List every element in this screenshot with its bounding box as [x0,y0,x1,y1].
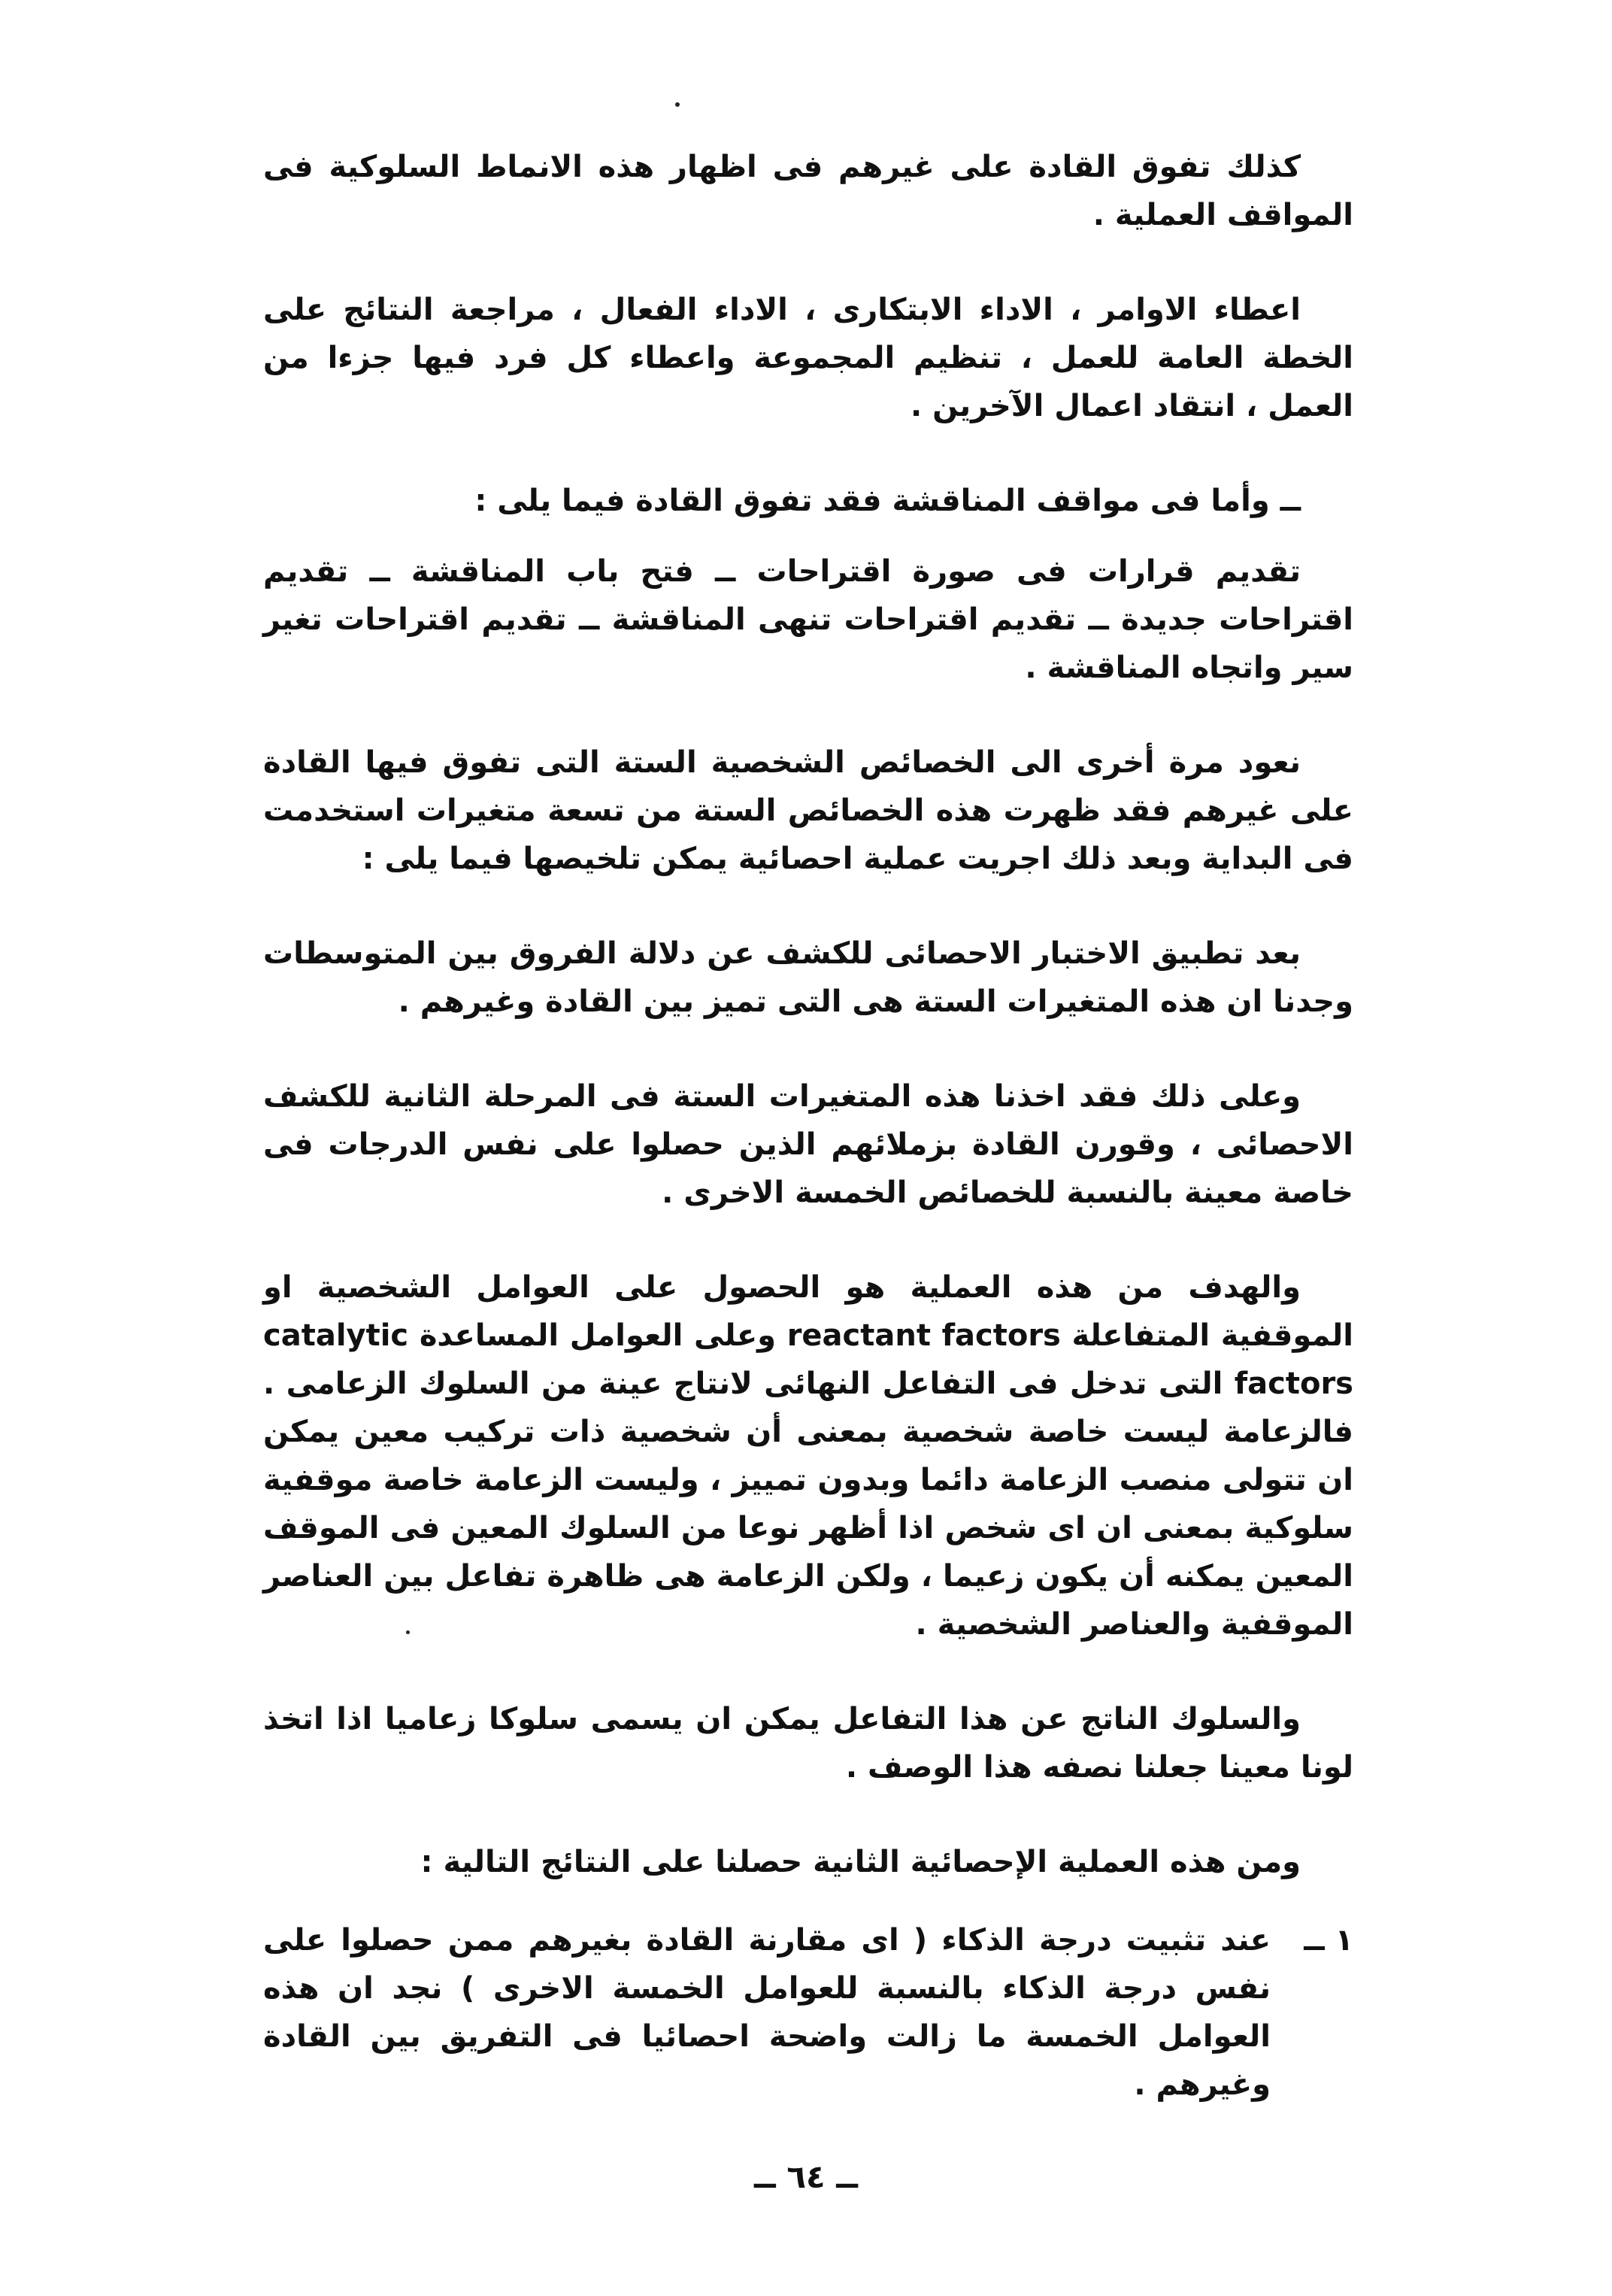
list-item-marker: ١ ــ [1304,1923,1353,1958]
paragraph-8: والهدف من هذه العملية هو الحصول على العوامل الشخصية او الموقفية المتفاعلة reactant factors وعلى العوامل المساعدة catalytic factors التى تدخل فى التفاعل النهائى لانتاج عينة من السلوك الزعامى . فالزعامة ليست خاصة شخصية بمعنى أن شخصية ذات تركيب معين يمكن ان تتولى منصب الزعامة دائما وبدون تمييز ، وليست الزعامة خاصة موقفية سلوكية بمعنى ان اى شخص اذا أظهر نوعا من السلوك المعين فى الموقف المعين يمكنه أن يكون زعيما ، ولكن الزعامة هى ظاهرة تفاعل بين العناصر الموقفية والعناصر الشخصية . [263,1270,1353,1642]
paragraph-3: ــ وأما فى مواقف المناقشة فقد تفوق القادة فيما يلى : [474,484,1301,518]
paragraph-7: وعلى ذلك فقد اخذنا هذه المتغيرات الستة فى المرحلة الثانية للكشف الاحصائى ، وقورن القادة بزملائهم الذين حصلوا على نفس الدرجات فى خاصة معينة بالنسبة للخصائص الخمسة الاخرى . [263,1079,1353,1210]
page-body [263,143,1353,2131]
paragraph-10: ومن هذه العملية الإحصائية الثانية حصلنا على النتائج التالية : [420,1845,1301,1879]
list-item-text: عند تثبيت درجة الذكاء ( اى مقارنة القادة بغيرهم ممن حصلوا على نفس درجة الذكاء بالنسبة للعوامل الخمسة الاخرى ) نجد ان هذه العوامل الخمسة ما زالت واضحة احصائيا فى التفريق بين القادة وغيرهم . [263,1923,1271,2102]
paragraph-5: نعود مرة أخرى الى الخصائص الشخصية الستة التى تفوق فيها القادة على غيرهم فقد ظهرت هذه الخصائص الستة من تسعة متغيرات استخدمت فى البداية وبعد ذلك اجريت عملية احصائية يمكن تلخيصها فيما يلى : [263,745,1353,876]
page-number: ــ ٦٤ ــ [754,2158,858,2195]
paragraph-9: والسلوك الناتج عن هذا التفاعل يمكن ان يسمى سلوكا زعاميا اذا اتخذ لونا معينا جعلنا نصفه هذا الوصف . [263,1702,1353,1785]
list-item [263,1916,1353,2109]
paragraph-1: كذلك تفوق القادة على غيرهم فى اظهار هذه الانماط السلوكية فى المواقف العملية . [263,150,1353,232]
paragraph-6: بعد تطبيق الاختبار الاحصائى للكشف عن دلالة الفروق بين المتوسطات وجدنا ان هذه المتغيرات الستة هى التى تميز بين القادة وغيرهم . [263,936,1353,1019]
paragraph-4: تقديم قرارات فى صورة اقتراحات ــ فتح باب المناقشة ــ تقديم اقتراحات جديدة ــ تقديم اقتراحات تنهى المناقشة ــ تقديم اقتراحات تغير سير واتجاه المناقشة . [263,554,1353,685]
paragraph-2: اعطاء الاوامر ، الاداء الابتكارى ، الاداء الفعال ، مراجعة النتائج على الخطة العامة للعمل ، تنظيم المجموعة واعطاء كل فرد فيها جزءا من العمل ، انتقاد اعمال الآخرين . [263,293,1353,423]
scan-speck [675,102,680,107]
